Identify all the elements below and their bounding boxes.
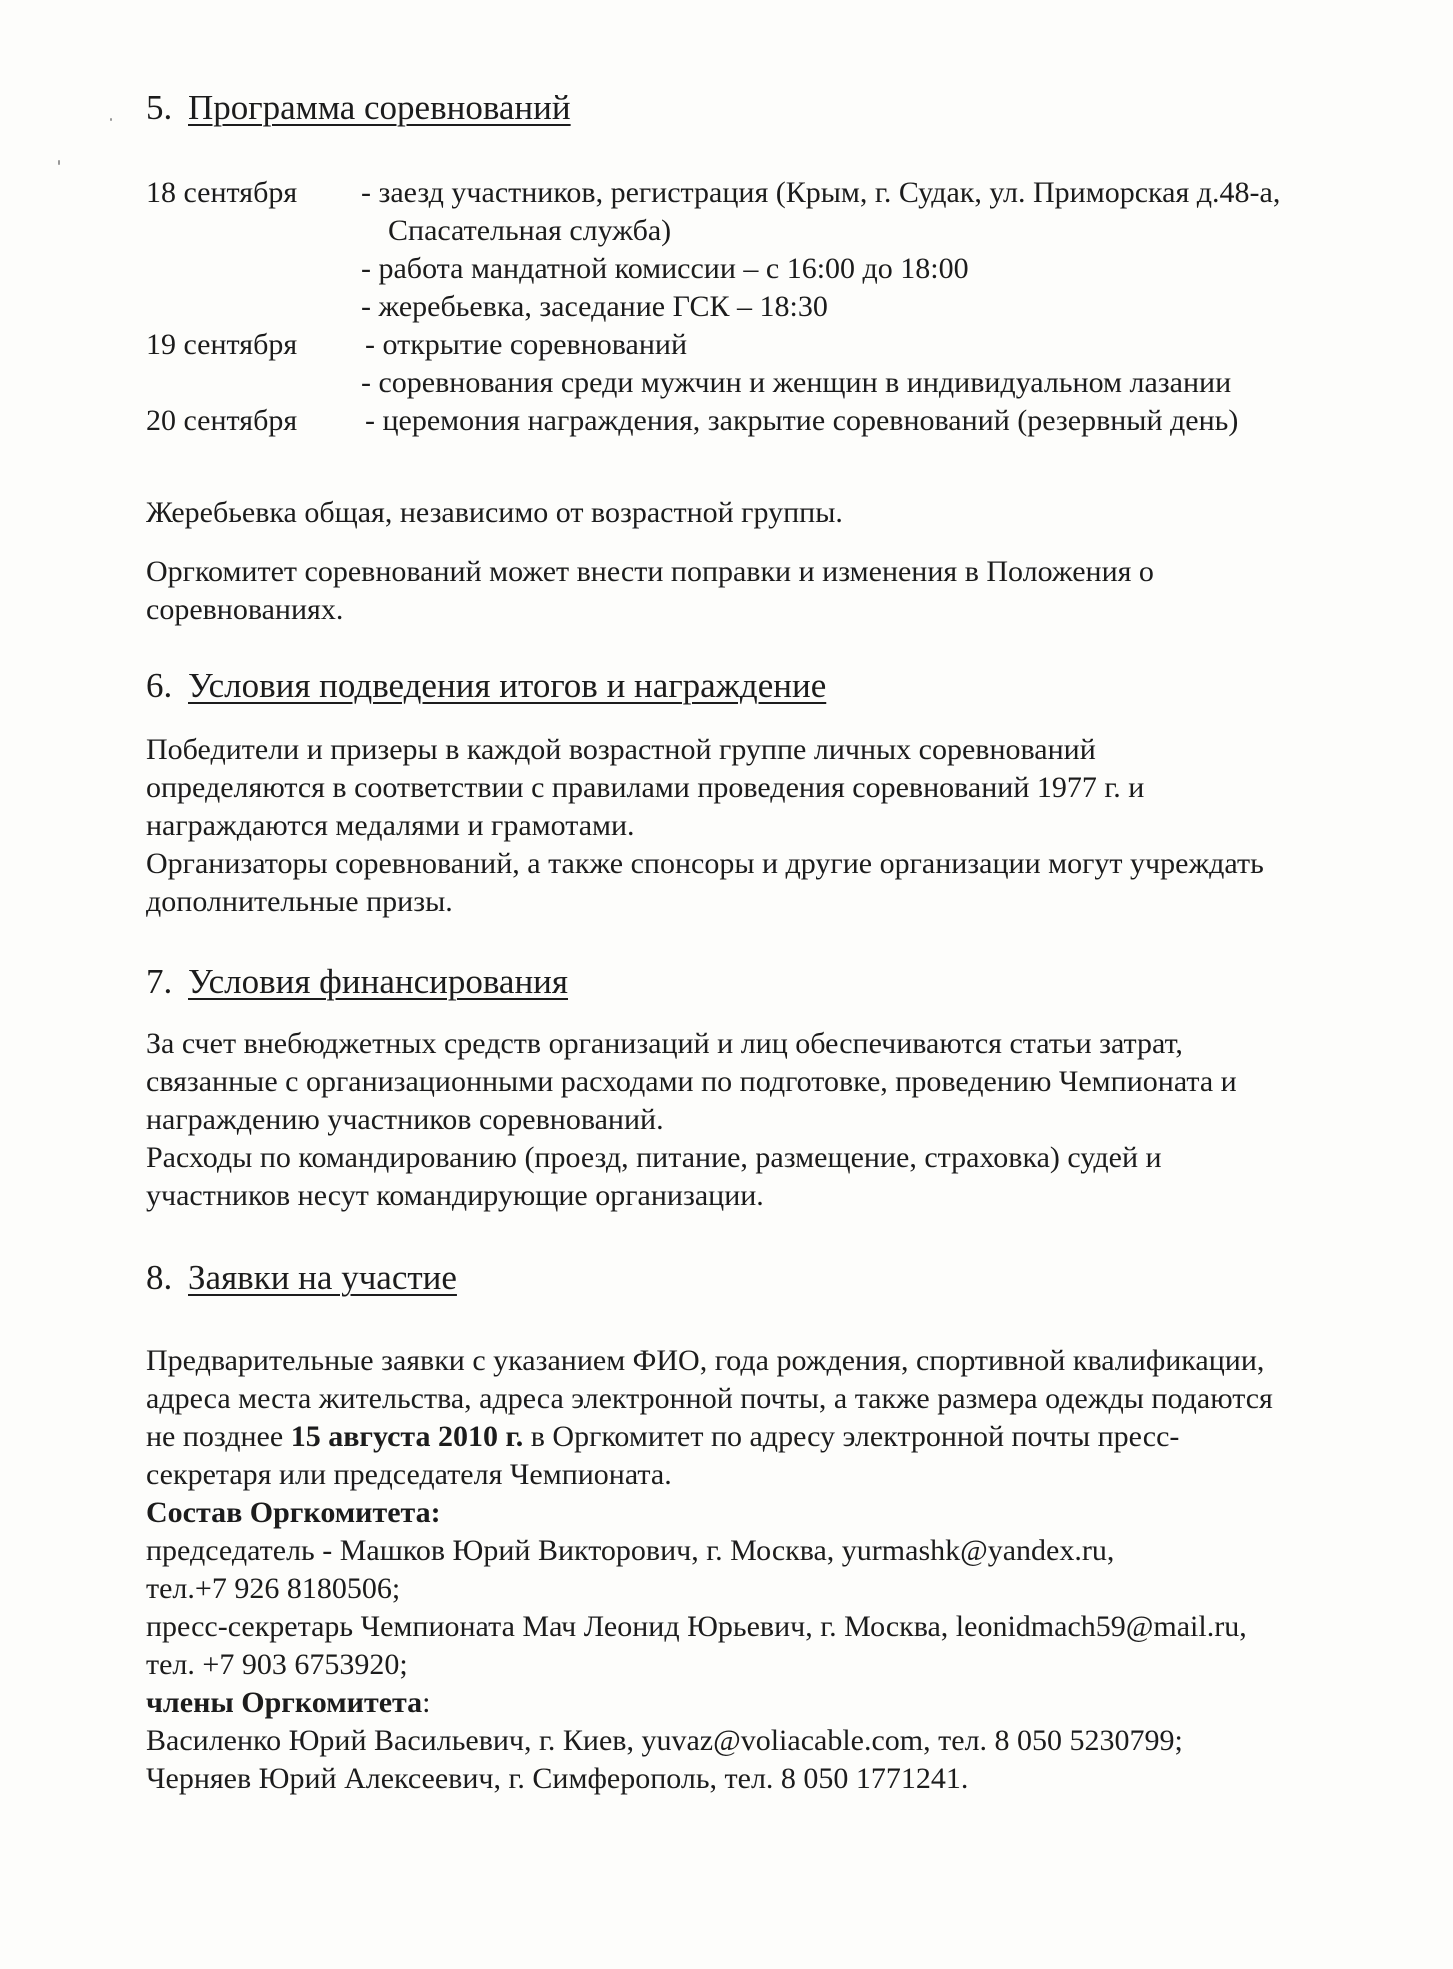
member-line: Василенко Юрий Васильевич, г. Киев, yuvaz@voliacable.com, тел. 8 050 5230799;: [146, 1724, 1183, 1757]
scan-speck: [110, 118, 112, 121]
schedule-item: Спасательная служба): [388, 214, 672, 247]
paragraph-line: За счет внебюджетных средств организаций и лиц обеспечиваются статьи затрат,: [146, 1027, 1183, 1060]
deadline-date: 15 августа 2010 г.: [290, 1420, 524, 1453]
text-run: в Оргкомитет по адресу электронной почты пресс-: [523, 1420, 1180, 1453]
scan-speck: [58, 160, 60, 165]
schedule-item: - соревнования среди мужчин и женщин в индивидуальном лазании: [361, 366, 1232, 399]
paragraph-line: [146, 1418, 1179, 1456]
paragraph-line: Организаторы соревнований, а также спонсоры и другие организации могут учреждать: [146, 847, 1264, 880]
schedule-item: - жеребьевка, заседание ГСК – 18:30: [361, 290, 828, 323]
section-8-heading: [146, 1256, 457, 1300]
committee-heading: Состав Оргкомитета:: [146, 1496, 441, 1529]
section-6-heading: [146, 664, 826, 708]
section-title: Программа соревнований: [188, 88, 571, 127]
paragraph-line: адреса места жительства, адреса электронной почты, а также размера одежды подаются: [146, 1382, 1273, 1415]
press-secretary-line: пресс-секретарь Чемпионата Мач Леонид Юрьевич, г. Москва, leonidmach59@mail.ru,: [146, 1610, 1247, 1643]
section-number: 7.: [146, 962, 173, 1001]
schedule-item: - работа мандатной комиссии – с 16:00 до 18:00: [361, 252, 969, 285]
paragraph-line: связанные с организационными расходами по подготовке, проведению Чемпионата и: [146, 1065, 1237, 1098]
paragraph-line: награждению участников соревнований.: [146, 1103, 664, 1136]
paragraph-line: Победители и призеры в каждой возрастной группе личных соревнований: [146, 733, 1096, 766]
members-heading: члены Оргкомитета: [146, 1686, 423, 1719]
section-title: Заявки на участие: [188, 1258, 457, 1297]
paragraph-line: секретаря или председателя Чемпионата.: [146, 1458, 672, 1491]
members-heading-line: [146, 1684, 430, 1722]
member-line: Черняев Юрий Алексеевич, г. Симферополь, тел. 8 050 1771241.: [146, 1762, 969, 1795]
section-7-heading: [146, 960, 568, 1004]
schedule-date: 19 сентября: [146, 328, 298, 361]
schedule-item: - открытие соревнований: [365, 328, 688, 361]
paragraph-line: соревнованиях.: [146, 593, 344, 626]
chair-line: председатель - Машков Юрий Викторович, г. Москва, yurmashk@yandex.ru,: [146, 1534, 1115, 1567]
paragraph-line: дополнительные призы.: [146, 885, 453, 918]
section-title: Условия подведения итогов и награждение: [188, 666, 827, 705]
section-number: 5.: [146, 88, 173, 127]
text-run: не позднее: [146, 1420, 291, 1453]
text-run: :: [422, 1686, 431, 1719]
paragraph-line: Оргкомитет соревнований может внести поправки и изменения в Положения о: [146, 555, 1154, 588]
paragraph-line: Предварительные заявки с указанием ФИО, года рождения, спортивной квалификации,: [146, 1344, 1265, 1377]
paragraph-line: Расходы по командированию (проезд, питание, размещение, страховка) судей и: [146, 1141, 1162, 1174]
section-title: Условия финансирования: [188, 962, 569, 1001]
section-5-heading: [146, 86, 571, 130]
schedule-item: - заезд участников, регистрация (Крым, г. Судак, ул. Приморская д.48-а,: [361, 176, 1281, 209]
press-secretary-phone: тел. +7 903 6753920;: [146, 1648, 408, 1681]
paragraph: Жеребьевка общая, независимо от возрастной группы.: [146, 496, 843, 529]
paragraph-line: награждаются медалями и грамотами.: [146, 809, 635, 842]
schedule-item: - церемония награждения, закрытие соревнований (резервный день): [365, 404, 1239, 437]
schedule-date: 18 сентября: [146, 176, 298, 209]
section-number: 6.: [146, 666, 173, 705]
paragraph-line: участников несут командирующие организации.: [146, 1179, 764, 1212]
section-number: 8.: [146, 1258, 173, 1297]
chair-phone: тел.+7 926 8180506;: [146, 1572, 401, 1605]
paragraph-line: определяются в соответствии с правилами проведения соревнований 1977 г. и: [146, 771, 1145, 804]
schedule-date: 20 сентября: [146, 404, 298, 437]
